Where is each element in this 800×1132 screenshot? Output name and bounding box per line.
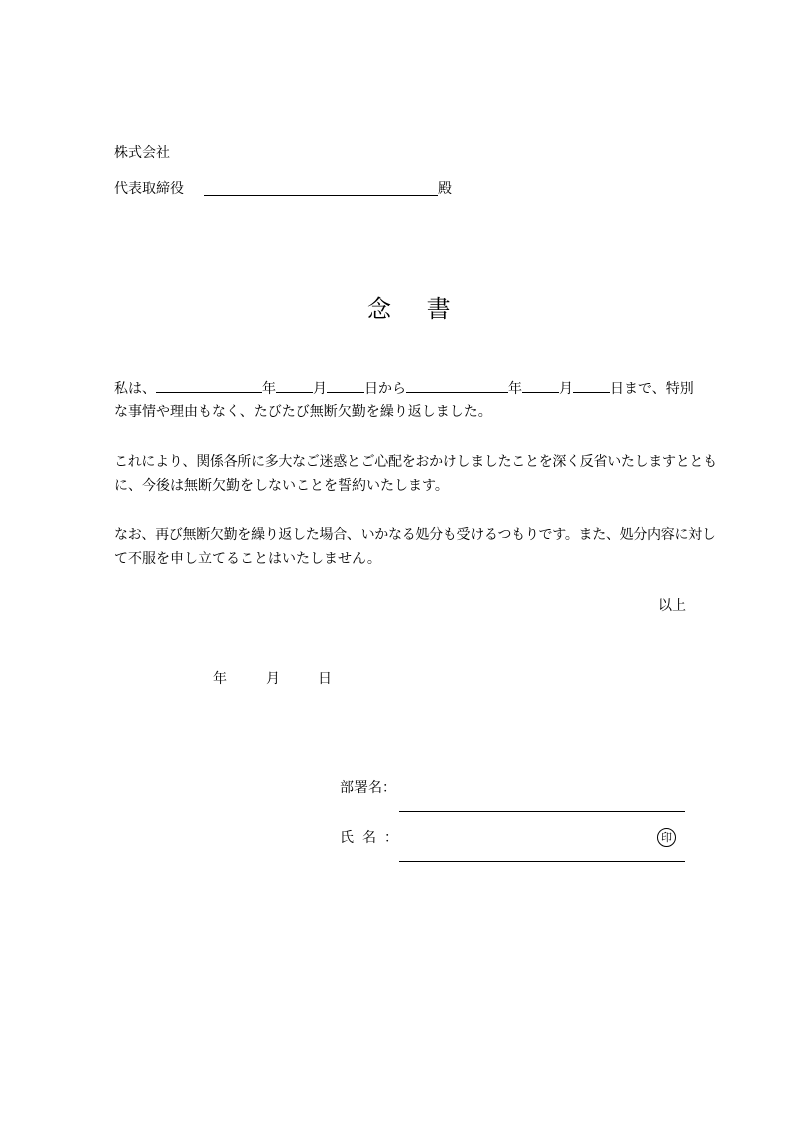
end-day-blank bbox=[573, 378, 610, 393]
seal-mark-icon: 印 bbox=[657, 828, 676, 847]
company-name: 株式会社 bbox=[114, 145, 170, 161]
name-label-second: 名 bbox=[362, 830, 376, 846]
p1-start: 私は、 bbox=[114, 381, 156, 397]
end-day-label: 日まで、特別 bbox=[610, 381, 694, 397]
department-line bbox=[399, 811, 685, 812]
date-year-label: 年 bbox=[213, 671, 227, 687]
name-line bbox=[399, 861, 685, 862]
start-year-label: 年 bbox=[262, 381, 276, 397]
paragraph-1-line-2: な事情や理由もなく、たびたび無断欠勤を繰り返しました。 bbox=[114, 404, 492, 420]
paragraph-2-line-2: に、今後は無断欠勤をしないことを誓約いたします。 bbox=[114, 478, 449, 494]
start-day-blank bbox=[327, 378, 364, 393]
closing-mark: 以上 bbox=[658, 598, 686, 614]
honorific: 殿 bbox=[438, 181, 452, 197]
end-year-label: 年 bbox=[508, 381, 522, 397]
name-label-first: 氏 bbox=[340, 830, 354, 846]
end-month-blank bbox=[522, 378, 559, 393]
paragraph-1-line-1 bbox=[114, 378, 694, 399]
date-month-label: 月 bbox=[266, 671, 280, 687]
recipient-title: 代表取締役 bbox=[114, 181, 184, 197]
start-month-blank bbox=[276, 378, 313, 393]
recipient-name-line bbox=[204, 195, 438, 196]
start-day-label: 日から bbox=[364, 381, 406, 397]
paragraph-3-line-1: なお、再び無断欠勤を繰り返した場合、いかなる処分も受けるつもりです。また、処分内容に対し bbox=[114, 527, 716, 543]
paragraph-2-line-1: これにより、関係各所に多大なご迷惑とご心配をおかけしましたことを深く反省いたしますととも bbox=[114, 454, 717, 470]
paragraph-3-line-2: て不服を申し立てることはいたしません。 bbox=[114, 551, 381, 567]
document-title: 念 書 bbox=[367, 295, 465, 323]
end-month-label: 月 bbox=[559, 381, 573, 397]
end-year-blank bbox=[406, 378, 508, 393]
date-day-label: 日 bbox=[318, 671, 332, 687]
department-label: 部署名： bbox=[340, 780, 396, 796]
name-label-colon: ： bbox=[384, 830, 398, 846]
start-year-blank bbox=[156, 378, 262, 393]
start-month-label: 月 bbox=[313, 381, 327, 397]
